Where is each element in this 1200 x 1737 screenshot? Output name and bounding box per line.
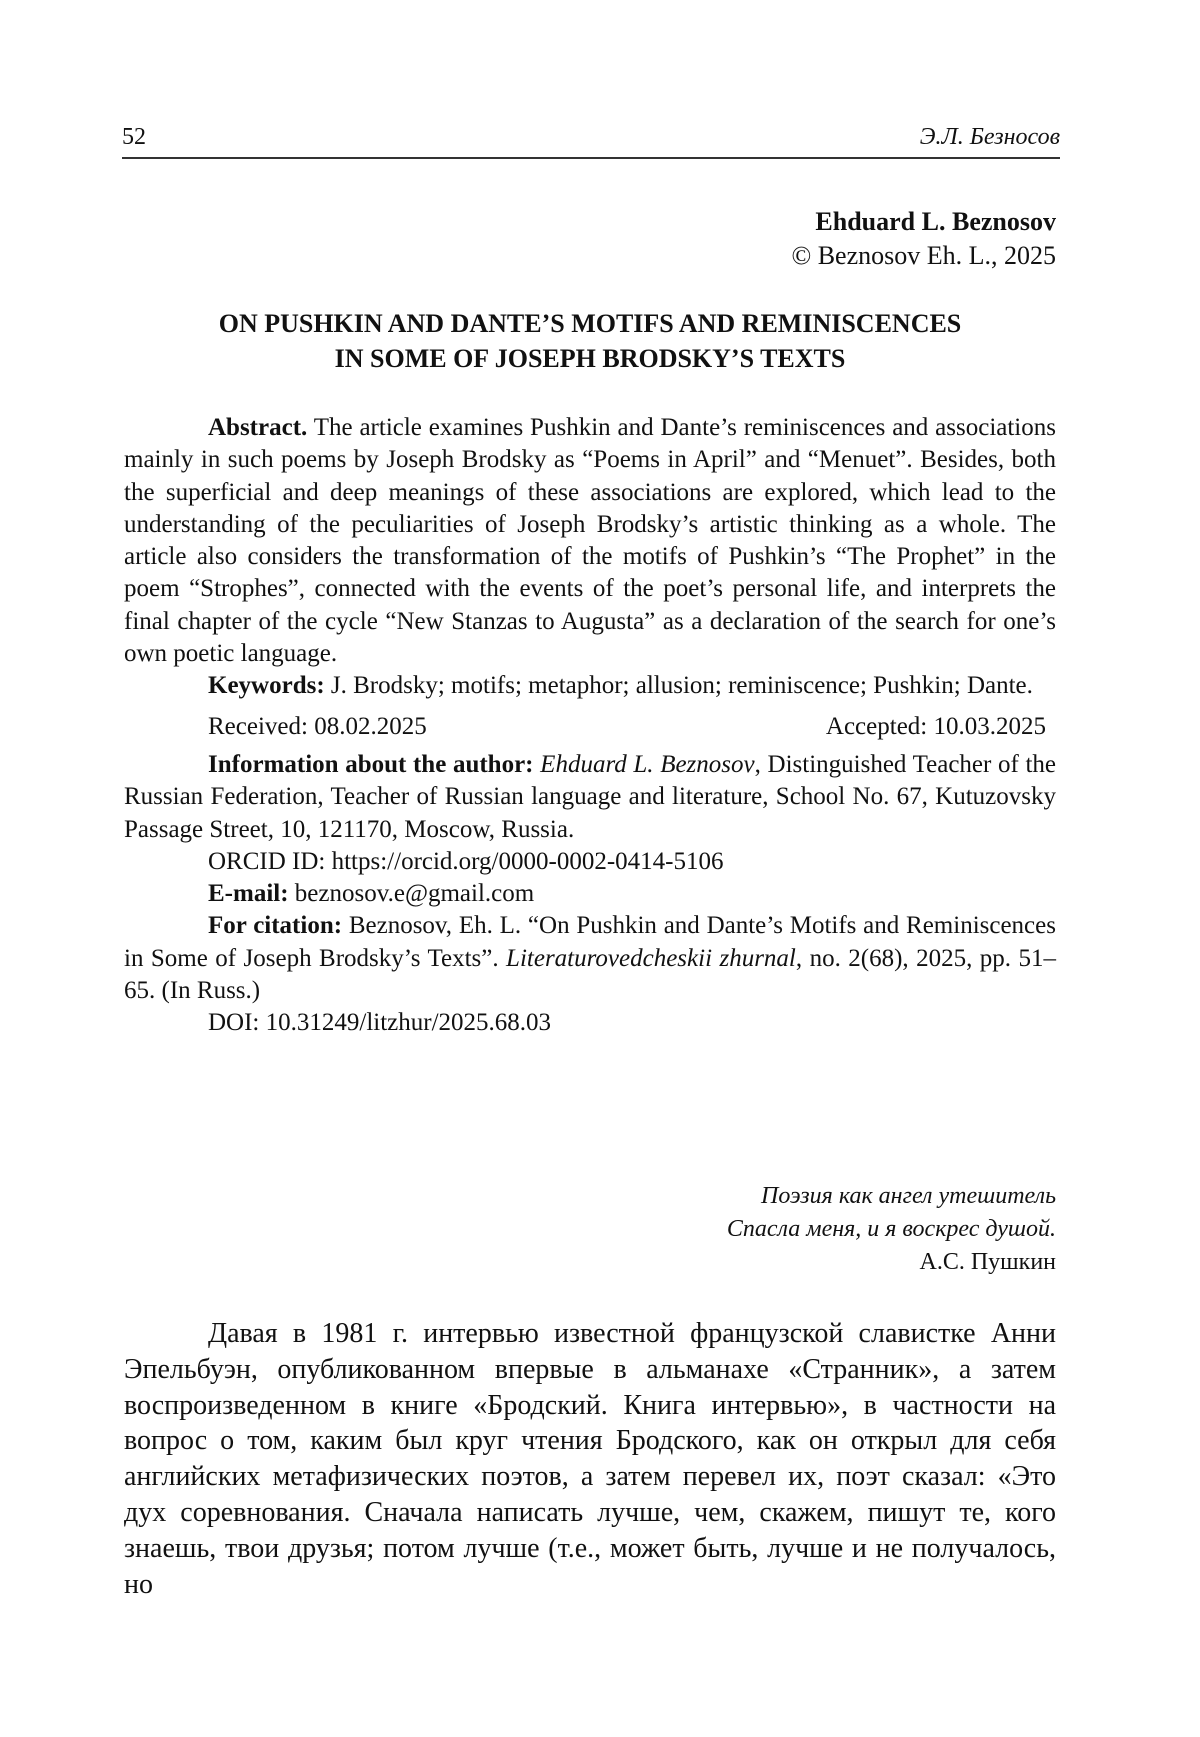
abstract-paragraph [124,412,1056,670]
author-info-paragraph [124,749,1056,846]
article-title [124,306,1056,376]
author-info-name: Ehduard L. Beznosov [540,750,755,778]
keywords-paragraph [124,670,1056,702]
body-paragraph: Давая в 1981 г. интервью известной французской славистке Анни Эпельбуэн, опубликованном впервые в альманахе «Странник», а затем воспроизведенном в книге «Бродский. Книга интервью», в частности на вопрос о том, каким был круг чтения Бродского, как он открыл для себя английских метафизических поэтов, а затем перевел их, поэт сказал: «Это дух соревнования. Сначала написать лучше, чем, скажем, пишут те, кого знаешь, твои друзья; потом лучше (т.е., может быть, лучше и не получалось, но [124,1318,1056,1600]
title-line-2: IN SOME OF JOSEPH BRODSKY’S TEXTS [334,344,846,373]
abstract-label: Abstract. [208,414,308,441]
doi-line: DOI: 10.31249/litzhur/2025.68.03 [208,1009,552,1037]
abstract-text: The article examines Pushkin and Dante’s reminiscences and associations mainly in such poems by Joseph Brodsky as “Poems in April” and “Menuet”. Besides, both the superficial and deep meanings of these associations are explored, which lead to the understanding of the peculiarities of Joseph Brodsky’s artistic thinking as a whole. The article also considers the transformation of the motifs of Pushkin’s “The Prophet” in the poem “Strophes”, connected with the events of the poet’s personal life, and interprets the final chapter of the cycle “New Stanzas to Augusta” as a declaration of the search for one’s own poetic language. [124,414,1056,668]
title-line-1: ON PUSHKIN AND DANTE’S MOTIFS AND REMINISCENCES [218,309,962,338]
received-date: Received: 08.02.2025 [208,712,427,740]
dates-row [124,711,1056,743]
page-number: 52 [122,124,146,150]
keywords-text: J. Brodsky; motifs; metaphor; allusion; reminiscence; Pushkin; Dante. [324,672,1033,700]
citation-label: For citation: [208,912,343,940]
accepted-date: Accepted: 10.03.2025 [825,712,1046,740]
email-line [124,878,1056,910]
author-block [124,205,1056,273]
epigraph [124,1180,1056,1279]
citation-text-after: , no. 2(68), 2025, pp. 51–65. (In Russ.) [124,944,1057,1005]
author-name: Ehduard L. Beznosov [815,207,1056,236]
running-head: Э.Л. Безносов [919,124,1060,150]
citation-paragraph [124,910,1056,1007]
author-info-text: , Distinguished Teacher of the Russian Federation, Teacher of Russian language and literature, School No. 67, Kutuzovsky Passage Street, 10, 121170, Moscow, Russia. [124,750,1057,843]
email-value: beznosov.e@gmail.com [288,880,535,908]
page-header [122,124,1060,159]
epigraph-line-2: Спасла меня, и я воскрес душой. [726,1216,1056,1242]
email-label: E-mail: [208,880,289,908]
orcid-line: ORCID ID: https://orcid.org/0000-0002-0414-5106 [208,847,724,875]
body-text [124,1316,1056,1602]
copyright-line: © Beznosov Eh. L., 2025 [791,241,1056,270]
author-info-label: Information about the author: [208,750,534,778]
citation-text-before: Beznosov, Eh. L. “On Pushkin and Dante’s Motifs and Reminiscences in Some of Joseph Brodsky’s Texts”. [124,912,1056,972]
keywords-label: Keywords: [208,672,325,700]
epigraph-attribution: А.С. Пушкин [919,1249,1056,1275]
abstract-section [124,412,1056,1040]
epigraph-line-1: Поэзия как ангел утешитель [761,1183,1056,1209]
citation-journal: Literaturovedcheskii zhurnal [506,944,796,972]
